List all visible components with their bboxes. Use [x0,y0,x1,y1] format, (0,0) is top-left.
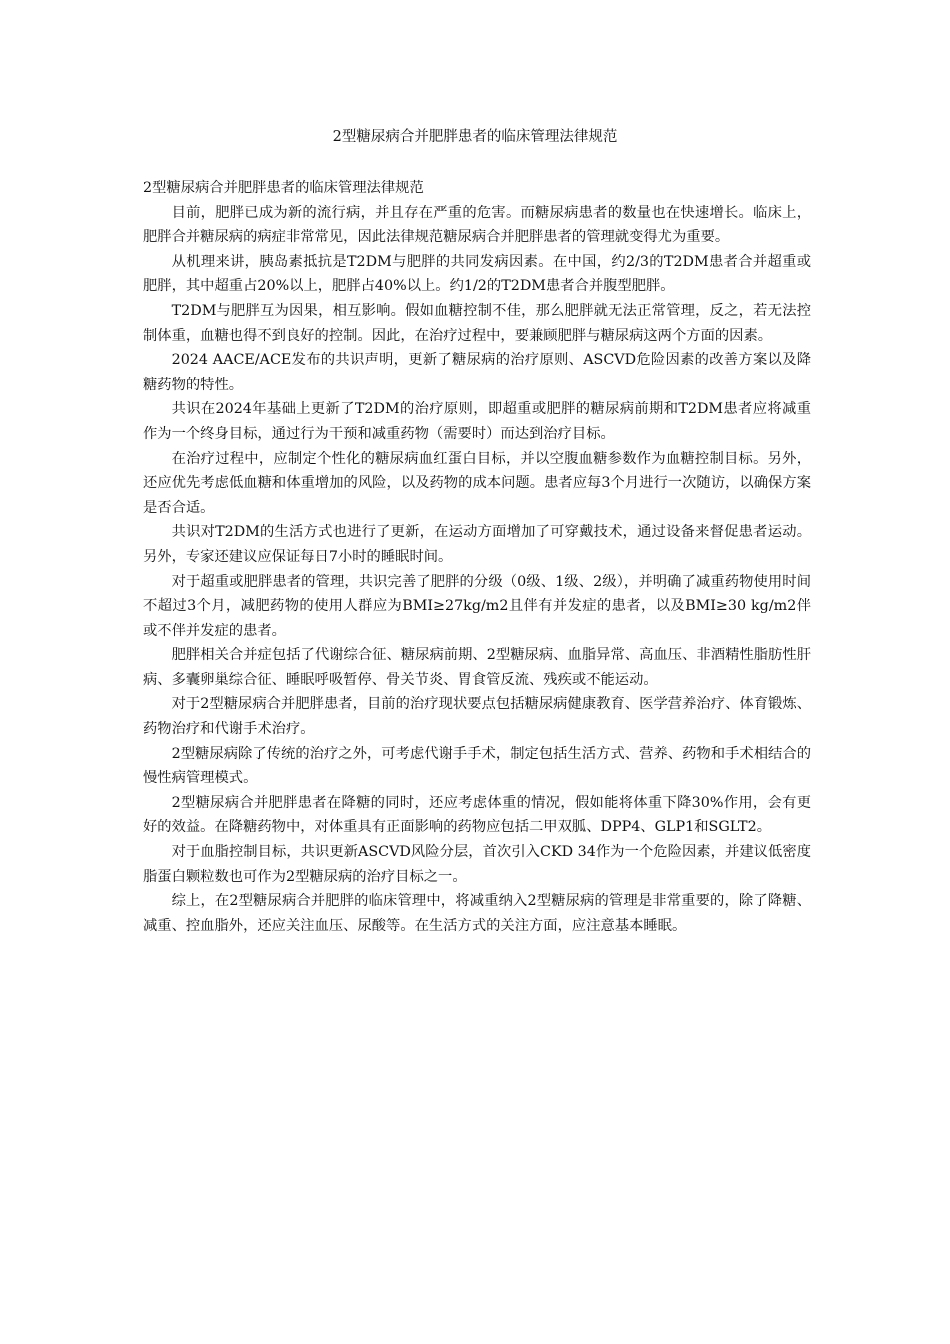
paragraph-14: 综上，在2型糖尿病合并肥胖的临床管理中，将减重纳入2型糖尿病的管理是非常重要的，除了降糖、减重、控血脂外，还应关注血压、尿酸等。在生活方式的关注方面，应注意基本睡眠。 [143,893,811,934]
paragraph-6: 在治疗过程中，应制定个性化的糖尿病血红蛋白目标，并以空腹血糖参数作为血糖控制目标。另外，还应优先考虑低血糖和体重增加的风险，以及药物的成本问题。患者应每3个月进行一次随访，以确保方案是否合适。 [143,450,811,516]
paragraph-5: 共识在2024年基础上更新了T2DM的治疗原则，即超重或肥胖的糖尿病前期和T2DM患者应将减重作为一个终身目标，通过行为干预和减重药物（需要时）而达到治疗目标。 [143,401,811,442]
paragraph-9: 肥胖相关合并症包括了代谢综合征、糖尿病前期、2型糖尿病、血脂异常、高血压、非酒精性脂肪性肝病、多囊卵巢综合征、睡眠呼吸暂停、骨关节炎、胃食管反流、残疾或不能运动。 [143,647,811,688]
paragraph-7: 共识对T2DM的生活方式也进行了更新，在运动方面增加了可穿戴技术，通过设备来督促患者运动。另外，专家还建议应保证每日7小时的睡眠时间。 [143,524,811,565]
document-body [143,176,811,938]
paragraph-3: T2DM与肥胖互为因果，相互影响。假如血糖控制不佳，那么肥胖就无法正常管理，反之，若无法控制体重，血糖也得不到良好的控制。因此，在治疗过程中，要兼顾肥胖与糖尿病这两个方面的因素。 [143,302,811,344]
paragraph-2: 从机理来讲，胰岛素抵抗是T2DM与肥胖的共同发病因素。在中国，约2/3的T2DM患者合并超重或肥胖，其中超重占20%以上，肥胖占40%以上。约1/2的T2DM患者合并腹型肥胖。 [143,253,811,295]
paragraph-4: 2024 AACE/ACE发布的共识声明，更新了糖尿病的治疗原则、ASCVD危险因素的改善方案以及降糖药物的特性。 [143,352,811,393]
paragraph-13: 对于血脂控制目标，共识更新ASCVD风险分层，首次引入CKD 34作为一个危险因素，并建议低密度脂蛋白颗粒数也可作为2型糖尿病的治疗目标之一。 [143,844,811,885]
paragraph-8: 对于超重或肥胖患者的管理，共识完善了肥胖的分级（0级、1级、2级），并明确了减重药物使用时间不超过3个月，减肥药物的使用人群应为BMI≥27kg/m2且伴有并发症的患者，以及BMI≥30 kg/m2伴或不伴并发症的患者。 [143,573,811,639]
paragraph-10: 对于2型糖尿病合并肥胖患者，目前的治疗现状要点包括糖尿病健康教育、医学营养治疗、体育锻炼、药物治疗和代谢手术治疗。 [143,696,811,738]
paragraph-11: 2型糖尿病除了传统的治疗之外，可考虑代谢手手术，制定包括生活方式、营养、药物和手术相结合的慢性病管理模式。 [143,745,811,787]
paragraph-12: 2型糖尿病合并肥胖患者在降糖的同时，还应考虑体重的情况，假如能将体重下降30%作用，会有更好的效益。在降糖药物中，对体重具有正面影响的药物应包括二甲双胍、DPP4、GLP1和SGLT2。 [143,794,811,836]
document-subtitle: 2型糖尿病合并肥胖患者的临床管理法律规范 [143,180,424,196]
document-title: 2型糖尿病合并肥胖患者的临床管理法律规范 [332,129,618,145]
paragraph-1: 目前，肥胖已成为新的流行病，并且存在严重的危害。而糖尿病患者的数量也在快速增长。临床上，肥胖合并糖尿病的病症非常常见，因此法律规范糖尿病合并肥胖患者的管理就变得尤为重要。 [143,204,811,246]
